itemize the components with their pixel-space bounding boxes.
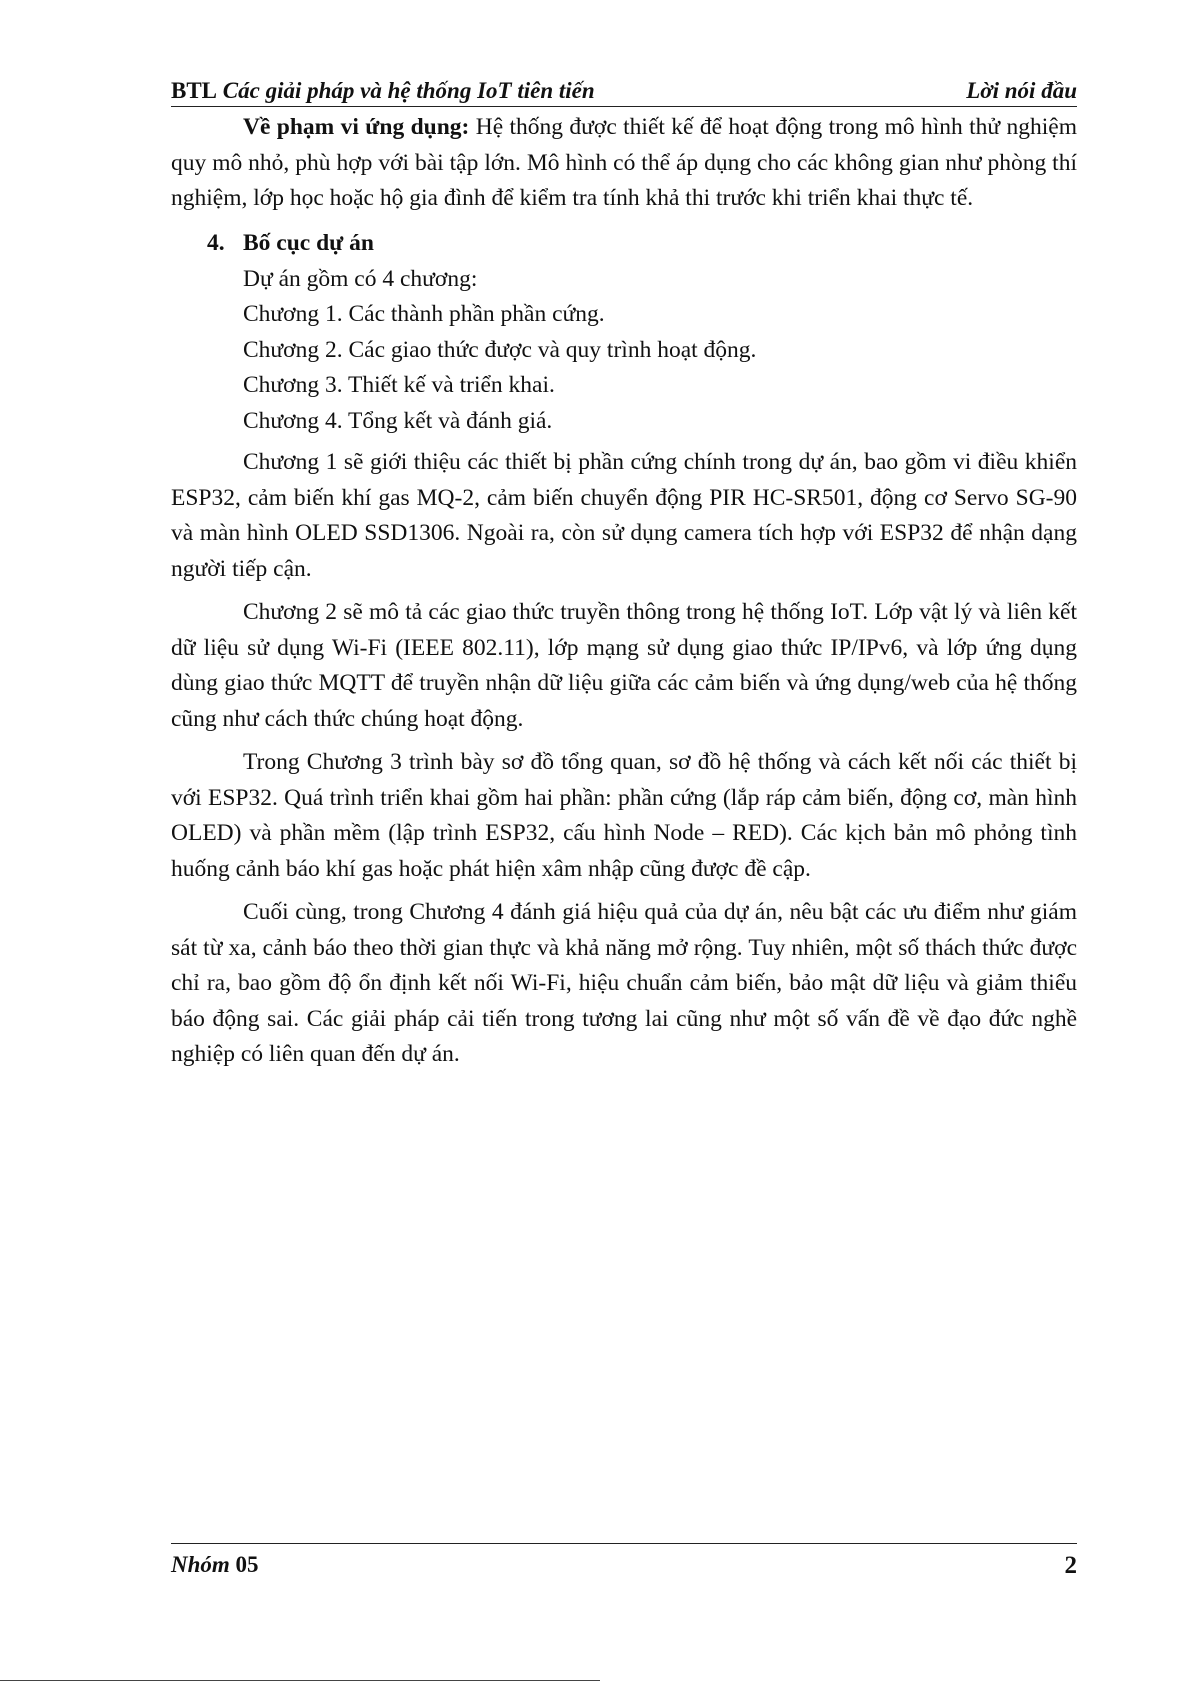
list-item: Chương 3. Thiết kế và triển khai.: [243, 372, 555, 398]
chapter2-paragraph: Chương 2 sẽ mô tả các giao thức truyền thông trong hệ thống IoT. Lớp vật lý và liên kết dữ liệu sử dụng Wi-Fi (IEEE 802.11), lớp mạng sử dụng giao thức IP/IPv6, và lớp ứng dụng dùng giao thức MQTT để truyền nhận dữ liệu giữa các cảm biến và ứng dụng/web của hệ thống cũng như cách thức chúng hoạt động.: [171, 599, 1077, 732]
scope-paragraph: [171, 110, 1077, 217]
group-label-text: Nhóm: [171, 1552, 230, 1577]
bottom-divider: [0, 1680, 600, 1681]
chapter-intro: Dự án gồm có 4 chương:: [243, 265, 478, 292]
page-number: 2: [1064, 1552, 1077, 1579]
page-footer: [171, 1543, 1077, 1584]
course-title: Các giải pháp và hệ thống IoT tiên tiến: [222, 78, 595, 103]
list-item: Chương 2. Các giao thức được và quy trình hoạt động.: [243, 336, 757, 363]
section-title: Bố cục dự án: [243, 229, 374, 256]
scope-text: Hệ thống được thiết kế để hoạt động trong mô hình thử nghiệm quy mô nhỏ, phù hợp với bài tập lớn. Mô hình có thể áp dụng cho các không gian như phòng thí nghiệm, lớp học hoặc hộ gia đình để kiểm tra tính khả thi trước khi triển khai thực tế.: [171, 114, 1078, 211]
group-label: [171, 1552, 259, 1578]
scope-lead: Về phạm vi ứng dụng:: [243, 114, 470, 140]
chapter3-paragraph: Trong Chương 3 trình bày sơ đồ tổng quan, sơ đồ hệ thống và cách kết nối các thiết bị với ESP32. Quá trình triển khai gồm hai phần: phần cứng (lắp ráp cảm biến, động cơ, màn hình OLED) và phần mềm (lập trình ESP32, cấu hình Node – RED). Các kịch bản mô phỏng tình huống cảnh báo khí gas hoặc phát hiện xâm nhập cũng được đề cập.: [171, 749, 1077, 882]
header-section: Lời nói đầu: [966, 78, 1077, 103]
list-item: Chương 1. Các thành phần phần cứng.: [243, 301, 605, 327]
group-number: 05: [235, 1552, 259, 1577]
course-code: BTL: [171, 78, 218, 103]
header-course: [171, 76, 595, 106]
chapter-list: [171, 262, 1077, 440]
page-body: [171, 110, 1077, 1081]
section-number: 4.: [207, 229, 225, 256]
chapter1-paragraph: Chương 1 sẽ giới thiệu các thiết bị phần cứng chính trong dự án, bao gồm vi điều khiển ESP32, cảm biến khí gas MQ-2, cảm biến chuyển động PIR HC-SR501, động cơ Servo SG-90 và màn hình OLED SSD1306. Ngoài ra, còn sử dụng camera tích hợp với ESP32 để nhận dạng người tiếp cận.: [171, 449, 1077, 582]
list-item: Chương 4. Tổng kết và đánh giá.: [243, 407, 553, 434]
chapter4-paragraph: Cuối cùng, trong Chương 4 đánh giá hiệu quả của dự án, nêu bật các ưu điểm như giám sát từ xa, cảnh báo theo thời gian thực và khả năng mở rộng. Tuy nhiên, một số thách thức được chỉ ra, bao gồm độ ổn định kết nối Wi-Fi, hiệu chuẩn cảm biến, bảo mật dữ liệu và giảm thiểu báo động sai. Các giải pháp cải tiến trong tương lai cũng như một số vấn đề về đạo đức nghề nghiệp có liên quan đến dự án.: [171, 899, 1077, 1067]
page-header: [171, 76, 1077, 107]
section-heading: [171, 225, 1077, 262]
